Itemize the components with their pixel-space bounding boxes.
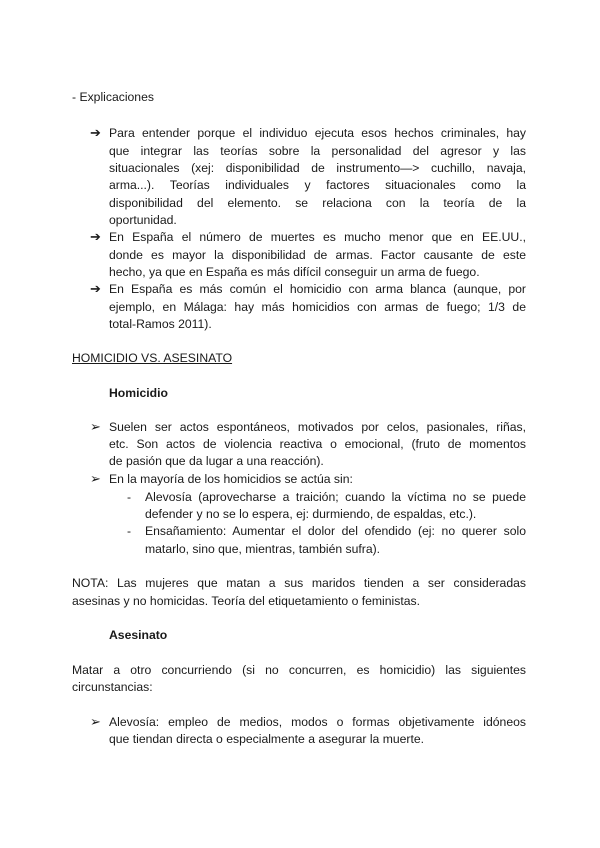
arrow-item-1-line-2: que integrar las teorías sobre la personalidad del agresor y las — [109, 144, 526, 158]
triangle-bullet-icon: ➢ — [90, 471, 101, 486]
arrow-bullet-icon: ➔ — [90, 229, 101, 244]
explicaciones-heading: - Explicaciones — [72, 90, 154, 104]
arrow-item-3-line-2: ejemplo, en Málaga: hay más homicidios con armas de fuego; 1/3 de — [109, 300, 526, 314]
sub-item-2-line-2: matarlo, sino que, mientras, también sufra). — [145, 542, 381, 556]
arrow-item-3-line-3: total-Ramos 2011). — [109, 317, 212, 331]
nota-line-1: NOTA: Las mujeres que matan a sus maridos tienden a ser consideradas — [72, 576, 526, 590]
arrow-item-1-line-1: Para entender porque el individuo ejecuta esos hechos criminales, hay — [109, 126, 526, 140]
homicidio-item-1-line-1: Suelen ser actos espontáneos, motivados por celos, pasionales, riñas, — [109, 420, 526, 434]
dash-bullet-icon: - — [127, 524, 132, 538]
asesinato-item-1-line-1: Alevosía: empleo de medios, modos o formas objetivamente idóneos — [109, 715, 526, 729]
dash-bullet-icon: - — [127, 490, 132, 504]
asesinato-line-1: Matar a otro concurriendo (si no concurren, es homicidio) las siguientes — [72, 663, 526, 677]
triangle-bullet-icon: ➢ — [90, 419, 101, 434]
homicidio-item-1-line-3: de pasión que da lugar a una reacción). — [109, 454, 324, 468]
arrow-item-1-line-3: situacionales (xej: disponibilidad de instrumento—> cuchillo, navaja, — [109, 161, 526, 175]
homicidio-item-2-line-1: En la mayoría de los homicidios se actúa sin: — [109, 472, 353, 486]
arrow-item-2-line-1: En España el número de muertes es mucho menor que en EE.UU., — [109, 230, 526, 244]
asesinato-item-1-line-2: que tiendan directa o especialmente a asegurar la muerte. — [109, 732, 425, 746]
sub-item-2-line-1: Ensañamiento: Aumentar el dolor del ofendido (ej: no querer solo — [145, 524, 526, 538]
asesinato-line-2: circunstancias: — [72, 680, 153, 694]
triangle-bullet-icon: ➢ — [90, 714, 101, 729]
sub-item-1-line-2: defender y no se lo espera, ej: durmiendo, de espaldas, etc.). — [145, 507, 477, 521]
arrow-item-1-line-4: arma...). Teorías individuales y factores situacionales como la — [109, 178, 526, 192]
arrow-item-2-line-3: hecho, ya que en España es más difícil conseguir un arma de fuego. — [109, 265, 480, 279]
section-title: HOMICIDIO VS. ASESINATO — [72, 351, 233, 365]
nota-line-2: asesinas y no homicidas. Teoría del etiquetamiento o feministas. — [72, 594, 420, 608]
arrow-bullet-icon: ➔ — [90, 281, 101, 296]
homicidio-item-1-line-2: etc. Son actos de violencia reactiva o emocional, (fruto de momentos — [109, 437, 526, 451]
arrow-item-1-line-6: oportunidad. — [109, 213, 177, 227]
asesinato-title: Asesinato — [109, 628, 168, 642]
sub-item-1-line-1: Alevosía (aprovecharse a traición; cuando la víctima no se puede — [145, 490, 526, 504]
arrow-bullet-icon: ➔ — [90, 125, 101, 140]
arrow-item-3-line-1: En España es más común el homicidio con arma blanca (aunque, por — [109, 282, 526, 296]
homicidio-title: Homicidio — [109, 386, 168, 400]
arrow-item-2-line-2: donde es mayor la disponibilidad de armas. Factor causante de este — [109, 248, 526, 262]
arrow-item-1-line-5: disponibilidad del elemento. se relaciona con la teoría de la — [109, 196, 526, 210]
